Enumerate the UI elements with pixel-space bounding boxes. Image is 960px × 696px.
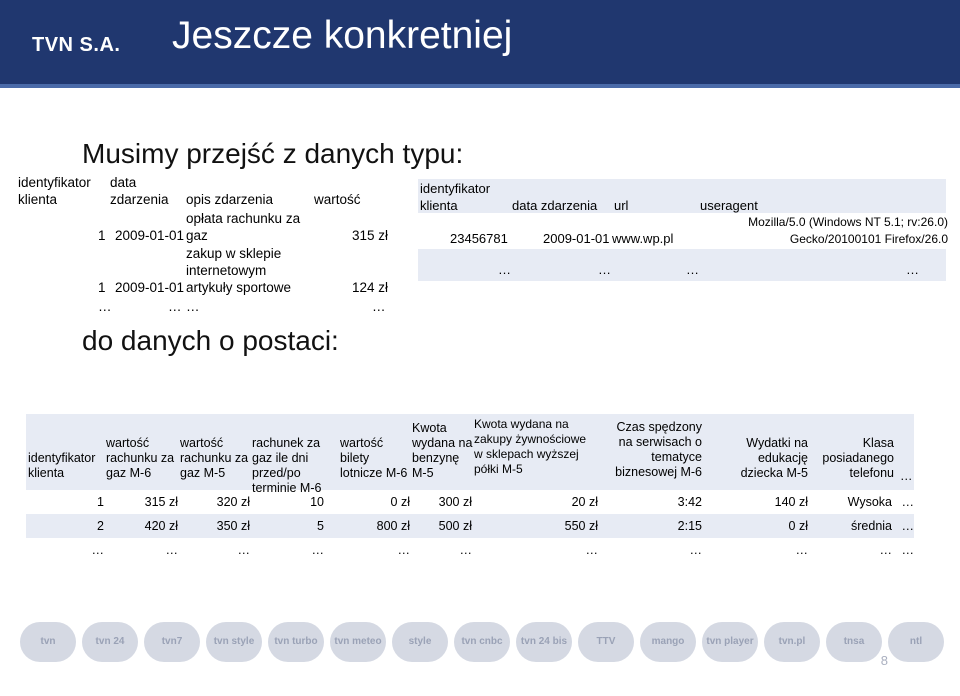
partner-logo: TTV	[578, 622, 634, 662]
col-header-value: wartość	[314, 192, 361, 207]
cell-gas-m6: 315 zł	[144, 495, 178, 509]
cell-more: …	[901, 495, 914, 509]
partner-logo: tvn 24 bis	[516, 622, 572, 662]
partner-logo: tvn	[20, 622, 76, 662]
col-header-phone: Klasa posiadanego telefonu	[822, 436, 894, 480]
partner-logo: mango	[640, 622, 696, 662]
partner-logo: tnsa	[826, 622, 882, 662]
cell-gas-m6: …	[165, 543, 178, 557]
col-header-id: identyfikator klienta	[18, 175, 91, 207]
partner-logo: tvn.pl	[764, 622, 820, 662]
cell-gas-m6: 420 zł	[144, 519, 178, 533]
col-header-gas-m5: wartość rachunku za gaz M-5	[180, 436, 249, 480]
cell-fuel: …	[459, 543, 472, 557]
col-header-date: data zdarzenia	[512, 198, 598, 213]
cell-date: …	[598, 262, 611, 277]
col-header-gas-m6: wartość rachunku za gaz M-6	[106, 436, 175, 480]
cell-fuel: 300 zł	[438, 495, 472, 509]
col-header-education: Wydatki na edukację dziecka M-5	[740, 436, 808, 480]
heading-from: Musimy przejść z danych typu:	[82, 138, 464, 169]
partner-logos	[0, 612, 960, 672]
cell-date: 2009-01-01	[115, 228, 185, 243]
partner-logo: style	[392, 622, 448, 662]
cell-gas-m5: 320 zł	[216, 495, 250, 509]
partner-logo: tvn cnbc	[454, 622, 510, 662]
cell-flights: …	[397, 543, 410, 557]
col-header-date: data zdarzenia	[110, 175, 169, 207]
cell-education: 0 zł	[788, 519, 808, 533]
cell-more: …	[901, 543, 914, 557]
partner-logo: ntl	[888, 622, 944, 662]
cell-gas-days: 5	[317, 519, 324, 533]
slide-header	[0, 0, 960, 84]
cell-id: …	[91, 543, 104, 557]
table-header	[18, 172, 390, 210]
cell-phone: Wysoka	[847, 495, 892, 509]
cell-flights: 800 zł	[376, 519, 410, 533]
col-header-desc: opis zdarzenia	[186, 192, 274, 207]
table-row	[18, 210, 390, 244]
cell-value: …	[372, 299, 386, 314]
company-logo: TVN S.A.	[32, 34, 121, 56]
partner-logo: tvn meteo	[330, 622, 386, 662]
cell-phone: średnia	[851, 519, 892, 533]
cell-education: …	[795, 543, 808, 557]
cell-business: 3:42	[677, 495, 702, 509]
partner-logo: tvn player	[702, 622, 758, 662]
cell-value: 124 zł	[351, 280, 388, 295]
cell-more: …	[901, 519, 914, 533]
cell-desc: opłata rachunku za gaz	[186, 211, 301, 243]
col-header-flights: wartość bilety lotnicze M-6	[340, 436, 408, 480]
cell-gas-m5: 350 zł	[216, 519, 250, 533]
cell-business: …	[689, 543, 702, 557]
col-header-id: identyfikator klienta	[28, 451, 96, 480]
cell-date: 2009-01-01	[543, 231, 610, 246]
col-header-gas-days: rachunek za gaz ile dni przed/po terminie M-6	[252, 436, 322, 495]
cell-education: 140 zł	[774, 495, 808, 509]
cell-phone: …	[879, 543, 892, 557]
cell-url: …	[686, 262, 699, 277]
cell-useragent: …	[906, 262, 919, 277]
cell-desc: zakup w sklepie internetowym artykuły sportowe	[186, 246, 292, 295]
cell-gas-days: 10	[310, 495, 324, 509]
partner-logo: tvn 24	[82, 622, 138, 662]
cell-date: …	[168, 299, 182, 314]
col-header-fuel: Kwota wydana na benzynę M-5	[412, 421, 473, 480]
partner-logo: tvn7	[144, 622, 200, 662]
col-header-useragent: useragent	[700, 198, 758, 213]
events-table	[18, 172, 390, 316]
slide-title: Jeszcze konkretniej	[172, 14, 513, 57]
cell-date: 2009-01-01	[115, 280, 185, 295]
cell-id: 1	[97, 495, 104, 509]
table-row	[18, 244, 390, 296]
cell-id: 1	[98, 228, 106, 243]
cell-id: 2	[97, 519, 104, 533]
cell-id: 1	[98, 280, 106, 295]
col-header-food: Kwota wydana na zakupy żywnościowe w sklepach wyższej półki M-5	[474, 417, 587, 476]
header-divider	[0, 84, 960, 88]
cell-id: …	[98, 299, 112, 314]
page-number: 8	[880, 653, 888, 668]
cell-business: 2:15	[677, 519, 702, 533]
cell-desc: …	[186, 299, 200, 314]
cell-id: …	[498, 262, 511, 277]
partner-logo: tvn style	[206, 622, 262, 662]
cell-fuel: 500 zł	[438, 519, 472, 533]
cell-url: www.wp.pl	[612, 231, 674, 246]
partner-logo: tvn turbo	[268, 622, 324, 662]
cell-food: 20 zł	[571, 495, 598, 509]
col-header-more: …	[900, 469, 913, 483]
cell-food: 550 zł	[564, 519, 598, 533]
col-header-url: url	[614, 198, 629, 213]
cell-value: 315 zł	[351, 228, 388, 243]
cell-gas-m5: …	[237, 543, 250, 557]
table-row	[18, 296, 390, 316]
heading-to: do danych o postaci:	[82, 325, 339, 356]
cell-gas-days: …	[311, 543, 324, 557]
cell-flights: 0 zł	[390, 495, 410, 509]
cell-useragent: Mozilla/5.0 (Windows NT 5.1; rv:26.0) Gecko/20100101 Firefox/26.0	[748, 215, 948, 246]
col-header-id: identyfikator klienta	[420, 181, 491, 213]
cell-id: 23456781	[450, 231, 508, 246]
cell-food: …	[585, 543, 598, 557]
col-header-business: Czas spędzony na serwisach o tematyce biznesowej M-6	[615, 420, 702, 479]
